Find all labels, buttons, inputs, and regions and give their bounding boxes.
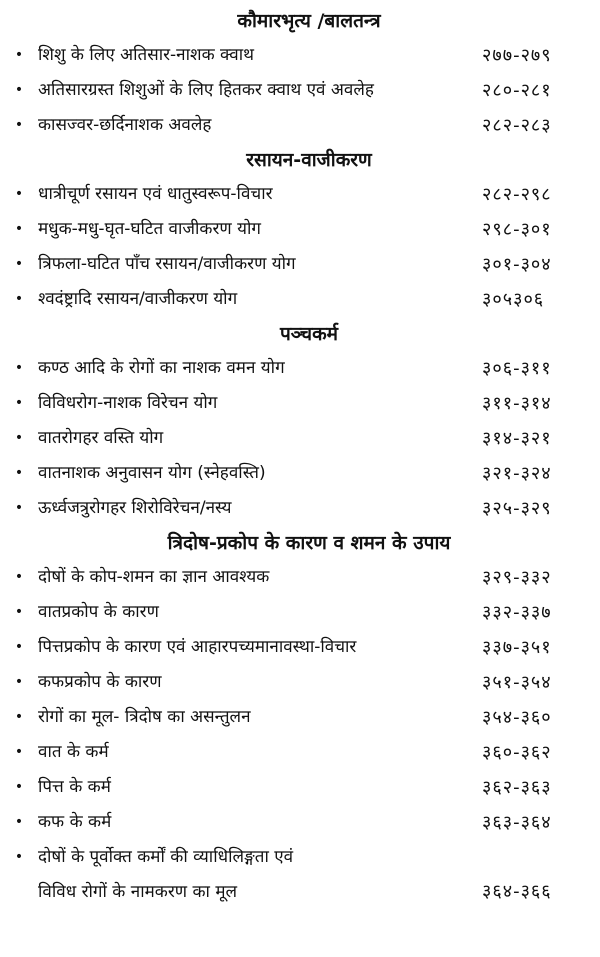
bullet-icon: • [14,674,24,690]
section-title: रसायन-वाजीकरण [246,149,372,171]
entry-pages: ३५१-३५४ [482,672,552,693]
list-item [0,351,600,386]
list-item [0,770,600,805]
entry-pages: २८२-२९८ [482,184,552,205]
entry-title: विविध रोगों के नामकरण का मूल [38,882,238,902]
list-item [0,212,600,247]
list-item [0,177,600,212]
section-title: कौमारभृत्य /बालतन्त्र [237,10,381,32]
list-item [0,491,600,526]
list-item [0,665,600,700]
entry-pages: ३३७-३५१ [482,637,552,658]
bullet-icon: • [14,221,24,237]
entry-pages: २९८-३०१ [482,219,552,240]
entry-pages: ३५४-३६० [482,707,552,728]
entry-title: कफप्रकोप के कारण [38,672,162,692]
list-item [0,595,600,630]
entry-pages: ३१४-३२१ [482,428,552,449]
list-item [0,840,600,875]
entry-title: वातनाशक अनुवासन योग (स्नेहवस्ति) [38,463,266,483]
list-item [0,282,600,317]
list-item [0,630,600,665]
bullet-icon: • [14,569,24,585]
entry-title: कफ के कर्म [38,812,112,832]
section-title: पञ्चकर्म [279,323,339,345]
entry-title: मधुक-मधु-घृत-घटित वाजीकरण योग [38,219,261,239]
list-item [0,73,600,108]
entry-title: विविधरोग-नाशक विरेचन योग [38,393,218,413]
bullet-icon: • [14,256,24,272]
bullet-icon: • [14,430,24,446]
list-item [0,38,600,73]
list-item [0,700,600,735]
bullet-icon: • [14,186,24,202]
bullet-icon: • [14,779,24,795]
bullet-icon: • [14,604,24,620]
bullet-icon: • [14,360,24,376]
entry-title: पित्तप्रकोप के कारण एवं आहारपच्यमानावस्था-विचार [38,637,357,657]
entry-title: ऊर्ध्वजत्रुरोगहर शिरोविरेचन/नस्य [38,498,232,518]
bullet-icon: • [14,465,24,481]
entry-title: वातरोगहर वस्ति योग [38,428,164,448]
entry-title: वातप्रकोप के कारण [38,602,159,622]
section-panchakarma [0,317,600,526]
entry-title: अतिसारग्रस्त शिशुओं के लिए हितकर क्वाथ एवं अवलेह [38,80,374,100]
entry-title: पित्त के कर्म [38,777,111,797]
entry-pages: २८०-२८१ [482,80,552,101]
entry-title: श्वदंष्ट्रादि रसायन/वाजीकरण योग [38,289,238,309]
bullet-icon: • [14,639,24,655]
entry-pages: ३२१-३२४ [482,463,552,484]
entry-pages: २७७-२७९ [482,45,552,66]
list-item [0,805,600,840]
list-item-continuation [0,875,600,909]
entry-title: शिशु के लिए अतिसार-नाशक क्वाथ [38,45,255,65]
list-item [0,560,600,595]
entry-title: दोषों के कोप-शमन का ज्ञान आवश्यक [38,567,270,587]
list-item [0,247,600,282]
bullet-icon: • [14,709,24,725]
list-item [0,108,600,143]
entry-pages: ३२५-३२९ [482,498,552,519]
bullet-icon: • [14,47,24,63]
section-kaumarbhritya [0,4,600,143]
bullet-icon: • [14,500,24,516]
section-rasayan-vajikaran [0,143,600,317]
bullet-icon: • [14,117,24,133]
entry-pages: ३६२-३६३ [482,777,552,798]
bullet-icon: • [14,82,24,98]
section-tridosha [0,526,600,909]
entry-title: कण्ठ आदि के रोगों का नाशक वमन योग [38,358,285,378]
entry-pages: ३०५३०६ [482,289,545,310]
bullet-icon: • [14,291,24,307]
bullet-icon: • [14,849,24,865]
entry-pages: ३३२-३३७ [482,602,552,623]
entry-pages: ३६०-३६२ [482,742,552,763]
entry-pages: ३६३-३६४ [482,812,552,833]
entry-title: कासज्वर-छर्दिनाशक अवलेह [38,115,212,135]
entry-pages: २८२-२८३ [482,115,552,136]
bullet-icon: • [14,814,24,830]
bullet-icon: • [14,395,24,411]
entry-pages: ३११-३१४ [482,393,552,414]
list-item [0,421,600,456]
entry-title: दोषों के पूर्वोक्त कर्मों की व्याधिलिङ्गता एवं [38,847,294,867]
entry-pages: ३०१-३०४ [482,254,552,275]
bullet-icon: • [14,744,24,760]
list-item [0,735,600,770]
entry-pages: ३२९-३३२ [482,567,552,588]
list-item [0,386,600,421]
entry-pages: ३०६-३११ [482,358,552,379]
list-item [0,456,600,491]
entry-pages: ३६४-३६६ [482,881,552,902]
entry-title: रोगों का मूल- त्रिदोष का असन्तुलन [38,707,251,727]
entry-title: त्रिफला-घटित पाँच रसायन/वाजीकरण योग [38,254,296,274]
entry-title: वात के कर्म [38,742,109,762]
entry-title: धात्रीचूर्ण रसायन एवं धातुस्वरूप-विचार [38,184,273,204]
section-title: त्रिदोष-प्रकोप के कारण व शमन के उपाय [167,532,451,554]
